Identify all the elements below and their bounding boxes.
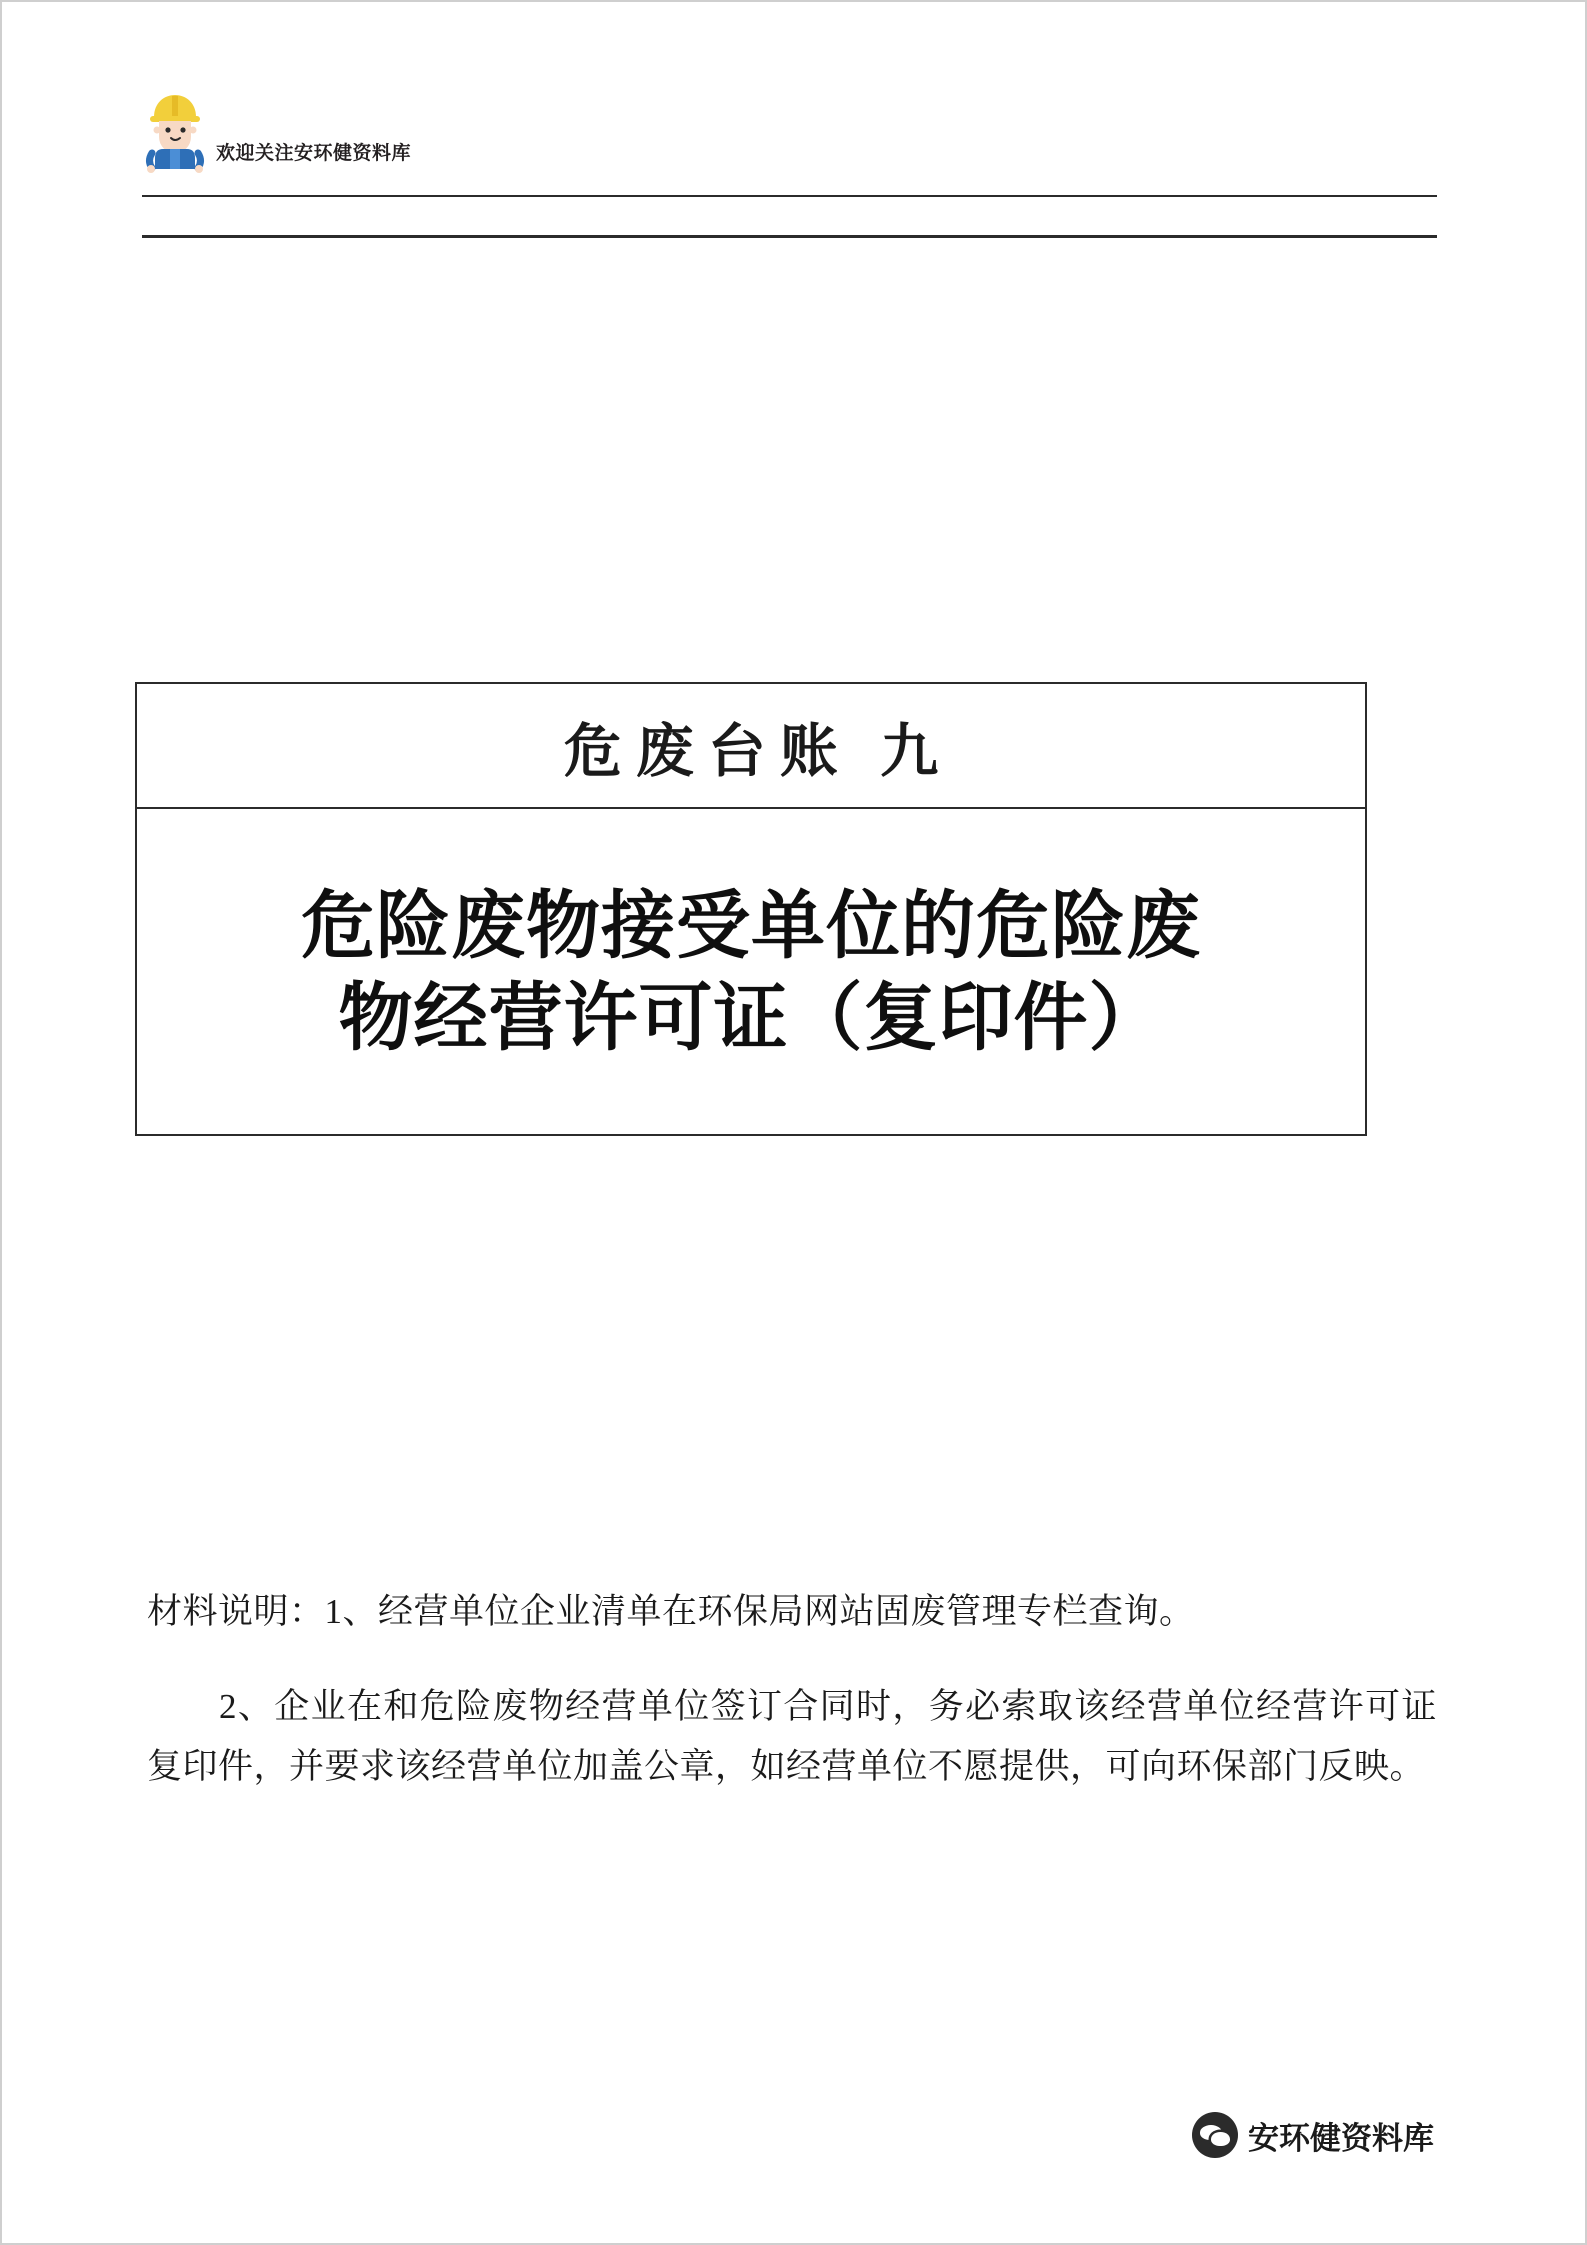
header-divider-top [142, 195, 1437, 197]
footer-label: 安环健资料库 [1248, 2120, 1434, 2156]
brand-label: 欢迎关注安环健资料库 [216, 143, 412, 164]
footer-watermark [1192, 2112, 1434, 2158]
body-text-block [147, 1547, 1437, 1833]
title-box-top-row [137, 684, 1365, 809]
page-header [142, 87, 1447, 207]
brand-block [142, 87, 411, 173]
document-title-line-1: 危险废物接受单位的危险废 [301, 884, 1201, 968]
ledger-number-title: 危废台账 九 [563, 718, 953, 784]
document-title-line-2: 物经营许可证（复印件） [338, 975, 1164, 1059]
wechat-icon [1192, 2112, 1238, 2158]
note-paragraph-2: 2、企业在和危险废物经营单位签订合同时，务必索取该经营单位经营许可证复印件，并要求该经营单位加盖公章，如经营单位不愿提供，可向环保部门反映。 [147, 1687, 1437, 1787]
note-paragraph-1: 材料说明：1、经营单位企业清单在环保局网站固废管理专栏查询。 [147, 1592, 1195, 1631]
title-box-main-row [137, 809, 1365, 1134]
header-divider-bottom [142, 235, 1437, 238]
title-box [135, 682, 1367, 1136]
worker-mascot-icon [142, 87, 208, 173]
